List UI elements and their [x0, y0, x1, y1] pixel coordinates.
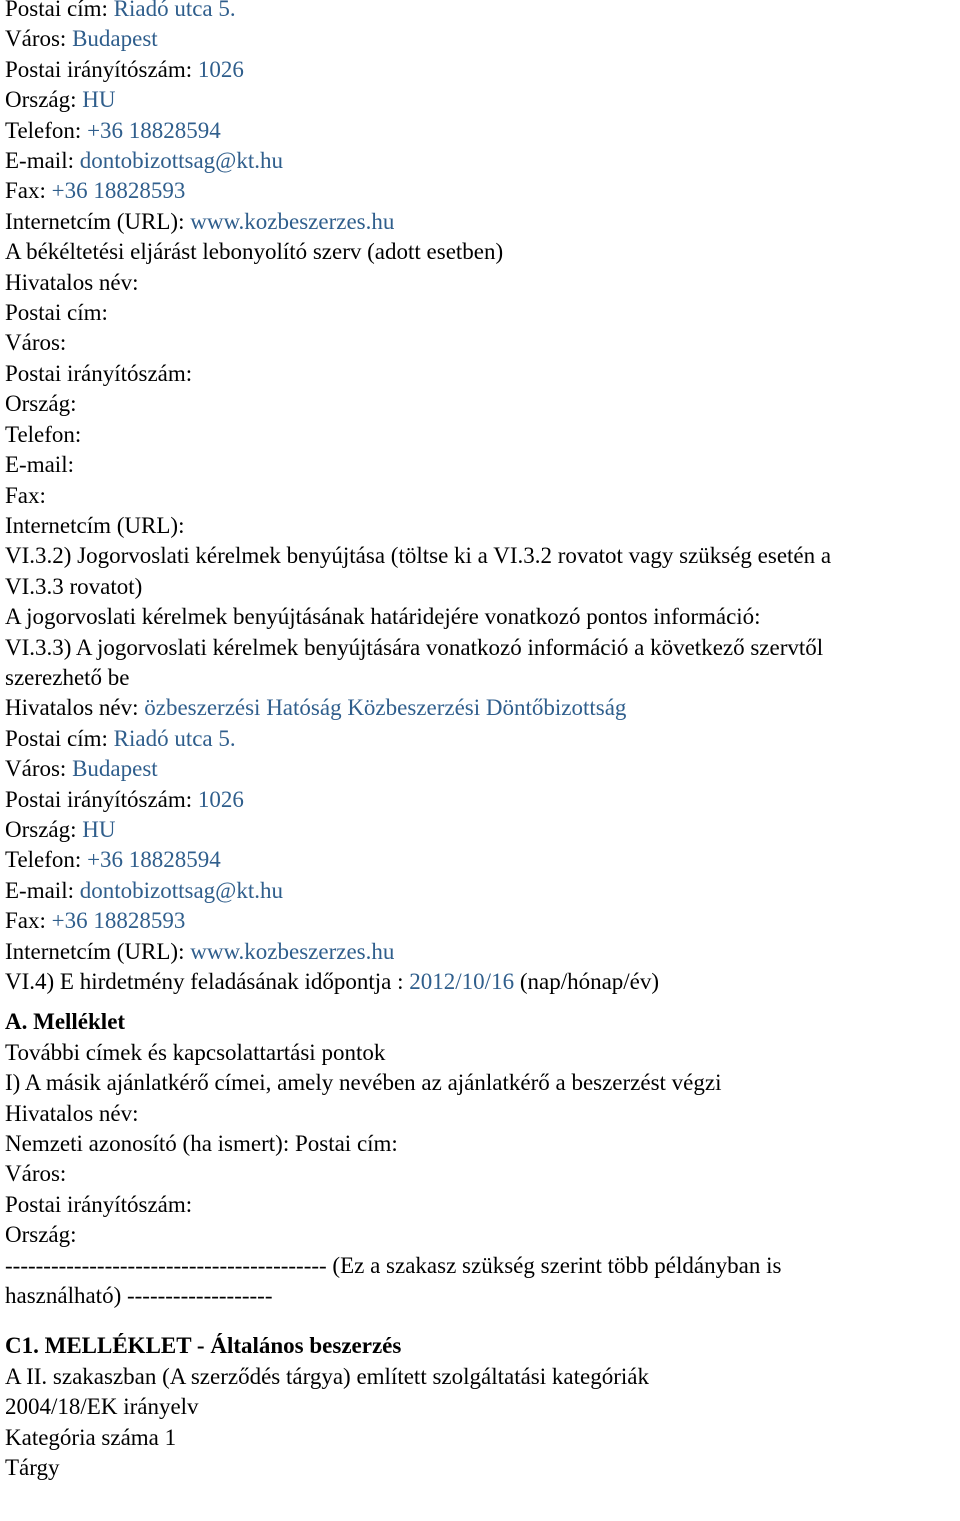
field-value: www.kozbeszerzes.hu — [190, 938, 395, 964]
field-label: Telefon: — [5, 117, 82, 143]
section-vi33-line2: szerezhető be — [5, 664, 130, 690]
section-vi33-line1: VI.3.3) A jogorvoslati kérelmek benyújtására vonatkozó információ a következő szervtől — [5, 634, 824, 660]
official-name-line — [5, 693, 955, 723]
city-line — [5, 24, 955, 54]
url-line — [5, 207, 955, 237]
field-label: Fax: — [5, 178, 46, 204]
url-label: Internetcím (URL): — [5, 512, 185, 538]
field-label: Város: — [5, 756, 67, 782]
url-line — [5, 937, 955, 967]
postal-address-line — [5, 724, 955, 754]
separator-line1: ------------------------------------------ (Ez a szakasz szükség szerint több példányban is — [5, 1252, 782, 1278]
field-label: Hivatalos név: — [5, 695, 139, 721]
country-label: Ország: — [5, 391, 77, 417]
field-value: 1026 — [197, 56, 244, 82]
fax-label: Fax: — [5, 482, 46, 508]
field-value: dontobizottsag@kt.hu — [79, 148, 283, 174]
field-label: Internetcím (URL): — [5, 208, 185, 234]
email-label: E-mail: — [5, 452, 74, 478]
field-label: Város: — [5, 26, 67, 52]
fax-line — [5, 176, 955, 206]
annex-c1-line2: 2004/18/EK irányelv — [5, 1394, 199, 1420]
phone-line — [5, 116, 955, 146]
postcode-line — [5, 55, 955, 85]
annex-a-subtitle: További címek és kapcsolattartási pontok — [5, 1039, 386, 1065]
field-value: +36 18828594 — [87, 847, 221, 873]
email-line — [5, 146, 955, 176]
separator-line2: használható) ------------------- — [5, 1283, 273, 1309]
field-label: Postai irányítószám: — [5, 56, 193, 82]
field-value: +36 18828594 — [87, 117, 221, 143]
annex-c1-line4: Tárgy — [5, 1455, 60, 1481]
spacer — [5, 1311, 955, 1321]
document-page — [5, 0, 955, 1484]
city-label: Város: — [5, 1161, 67, 1187]
postal-address-label: Postai cím: — [5, 300, 108, 326]
postal-address-line — [5, 0, 955, 24]
conciliation-heading: A békéltetési eljárást lebonyolító szerv (adott esetben) — [5, 239, 504, 265]
field-label: Telefon: — [5, 847, 82, 873]
city-label: Város: — [5, 330, 67, 356]
official-name-label: Hivatalos név: — [5, 1100, 139, 1126]
field-value: HU — [82, 87, 116, 113]
field-label: Ország: — [5, 816, 77, 842]
spacer — [5, 997, 955, 1007]
field-value: www.kozbeszerzes.hu — [190, 208, 395, 234]
annex-c1-line1: A II. szakaszban (A szerződés tárgya) említett szolgáltatási kategóriák — [5, 1363, 649, 1389]
section-vi32-line2: VI.3.3 rovatot) — [5, 573, 143, 599]
field-value: Budapest — [72, 756, 158, 782]
field-label: Internetcím (URL): — [5, 938, 185, 964]
field-label: Postai irányítószám: — [5, 786, 193, 812]
field-value: HU — [82, 816, 116, 842]
postcode-label: Postai irányítószám: — [5, 1191, 193, 1217]
national-id-label: Nemzeti azonosító (ha ismert): Postai cím: — [5, 1131, 398, 1157]
field-value: +36 18828593 — [51, 178, 186, 204]
annex-a-title: A. Melléklet — [5, 1009, 126, 1035]
country-label: Ország: — [5, 1222, 77, 1248]
date-format-note: (nap/hónap/év) — [519, 969, 660, 994]
field-label: Ország: — [5, 87, 77, 113]
dispatch-date-value: 2012/10/16 — [409, 969, 515, 994]
field-label: E-mail: — [5, 877, 74, 903]
field-value: +36 18828593 — [51, 908, 186, 934]
country-line — [5, 85, 955, 115]
field-label: Postai cím: — [5, 0, 108, 21]
annex-c1-line3: Kategória száma 1 — [5, 1424, 177, 1450]
review-deadline-info: A jogorvoslati kérelmek benyújtásának határidejére vonatkozó pontos információ: — [5, 604, 761, 630]
field-value: özbeszerzési Hatóság Közbeszerzési Döntőbizottság — [144, 695, 627, 721]
field-label: Fax: — [5, 908, 46, 934]
phone-line — [5, 845, 955, 875]
field-value: dontobizottsag@kt.hu — [79, 877, 283, 903]
annex-c1-title: C1. MELLÉKLET - Általános beszerzés — [5, 1333, 402, 1359]
field-value: Budapest — [72, 26, 158, 52]
country-line — [5, 815, 955, 845]
dispatch-date-line — [5, 967, 955, 997]
city-line — [5, 754, 955, 784]
email-line — [5, 876, 955, 906]
field-value: 1026 — [197, 786, 244, 812]
phone-label: Telefon: — [5, 421, 82, 447]
section-vi32-line1: VI.3.2) Jogorvoslati kérelmek benyújtása (töltse ki a VI.3.2 rovatot vagy szükség esetén a — [5, 543, 832, 569]
field-label: E-mail: — [5, 148, 74, 174]
field-label: VI.4) E hirdetmény feladásának időpontja : — [5, 969, 404, 994]
official-name-label: Hivatalos név: — [5, 269, 139, 295]
field-value: Riadó utca 5. — [113, 0, 236, 21]
postcode-line — [5, 785, 955, 815]
field-label: Postai cím: — [5, 725, 108, 751]
fax-line — [5, 906, 955, 936]
annex-a-section1: I) A másik ajánlatkérő címei, amely nevében az ajánlatkérő a beszerzést végzi — [5, 1070, 722, 1096]
field-value: Riadó utca 5. — [113, 725, 236, 751]
postcode-label: Postai irányítószám: — [5, 360, 193, 386]
spacer — [5, 1321, 955, 1331]
